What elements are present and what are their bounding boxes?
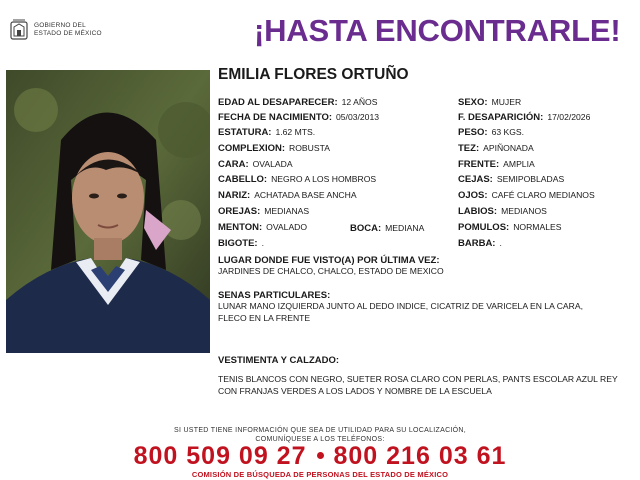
- field-tez: TEZ: APIÑONADA: [458, 143, 534, 154]
- field-pomulos: POMULOS: NORMALES: [458, 222, 562, 233]
- field-boca: BOCA: MEDIANA: [350, 223, 425, 234]
- field-fecha-desaparicion: F. DESAPARICIÓN: 17/02/2026: [458, 112, 591, 123]
- footer-note: SI USTED TIENE INFORMACIÓN QUE SEA DE UTILIDAD PARA SU LOCALIZACIÓN, COMUNÍQUESE A LOS TELÉFONOS:: [173, 427, 467, 443]
- clothing-text: TENIS BLANCOS CON NEGRO, SUETER ROSA CLARO CON PERLAS, PANTS ESCOLAR AZUL REY CON FRANJAS VERDES A LOS LADOS Y NOMBRE DE LA ESCUELA: [218, 374, 618, 396]
- field-frente: FRENTE: AMPLIA: [458, 159, 535, 170]
- last-seen-title: LUGAR DONDE FUE VISTO(A) POR ÚLTIMA VEZ:: [218, 255, 440, 266]
- field-cejas: CEJAS: SEMIPOBLADAS: [458, 174, 565, 185]
- field-complexion: COMPLEXION: ROBUSTA: [218, 143, 330, 154]
- government-name: GOBIERNO DEL ESTADO DE MÉXICO: [34, 22, 102, 37]
- headline: ¡HASTA ENCONTRARLE!: [254, 13, 621, 48]
- field-edad: EDAD AL DESAPARECER: 12 AÑOS: [218, 97, 378, 108]
- field-cabello: CABELLO: NEGRO A LOS HOMBROS: [218, 174, 377, 185]
- field-barba: BARBA: .: [458, 238, 502, 249]
- phone-numbers: [0, 442, 640, 471]
- phone-number-1[interactable]: 800 509 09 27: [133, 442, 307, 470]
- marks-title: SENAS PARTICULARES:: [218, 290, 331, 301]
- field-orejas: OREJAS: MEDIANAS: [218, 206, 310, 217]
- field-nariz: NARIZ: ACHATADA BASE ANCHA: [218, 190, 357, 201]
- phone-number-2[interactable]: 800 216 03 61: [333, 442, 507, 470]
- government-logo: [8, 18, 102, 42]
- field-cara: CARA: OVALADA: [218, 159, 293, 170]
- missing-person-photo: [6, 70, 210, 353]
- field-estatura: ESTATURA: 1.62 MTS.: [218, 127, 316, 138]
- last-seen-text: JARDINES DE CHALCO, CHALCO, ESTADO DE MEXICO: [218, 266, 444, 276]
- field-labios: LABIOS: MEDIANOS: [458, 206, 547, 217]
- field-peso: PESO: 63 KGS.: [458, 127, 525, 138]
- bullet-dot-icon: [317, 452, 324, 459]
- field-sexo: SEXO: MUJER: [458, 97, 522, 108]
- field-bigote: BIGOTE: .: [218, 238, 264, 249]
- person-name: EMILIA FLORES ORTUÑO: [218, 66, 409, 83]
- field-menton: MENTON: OVALADO: [218, 222, 308, 233]
- field-nacimiento: FECHA DE NACIMIENTO: 05/03/2013: [218, 112, 380, 123]
- commission-name: COMISIÓN DE BÚSQUEDA DE PERSONAS DEL ESTADO DE MÉXICO: [191, 470, 449, 479]
- field-ojos: OJOS: CAFÉ CLARO MEDIANOS: [458, 190, 595, 201]
- state-seal-icon: [8, 18, 30, 42]
- marks-text: LUNAR MANO IZQUIERDA JUNTO AL DEDO INDICE, CICATRIZ DE VARICELA EN LA CARA, FLECO EN LA FRENTE: [218, 301, 583, 323]
- clothing-title: VESTIMENTA Y CALZADO:: [218, 355, 340, 366]
